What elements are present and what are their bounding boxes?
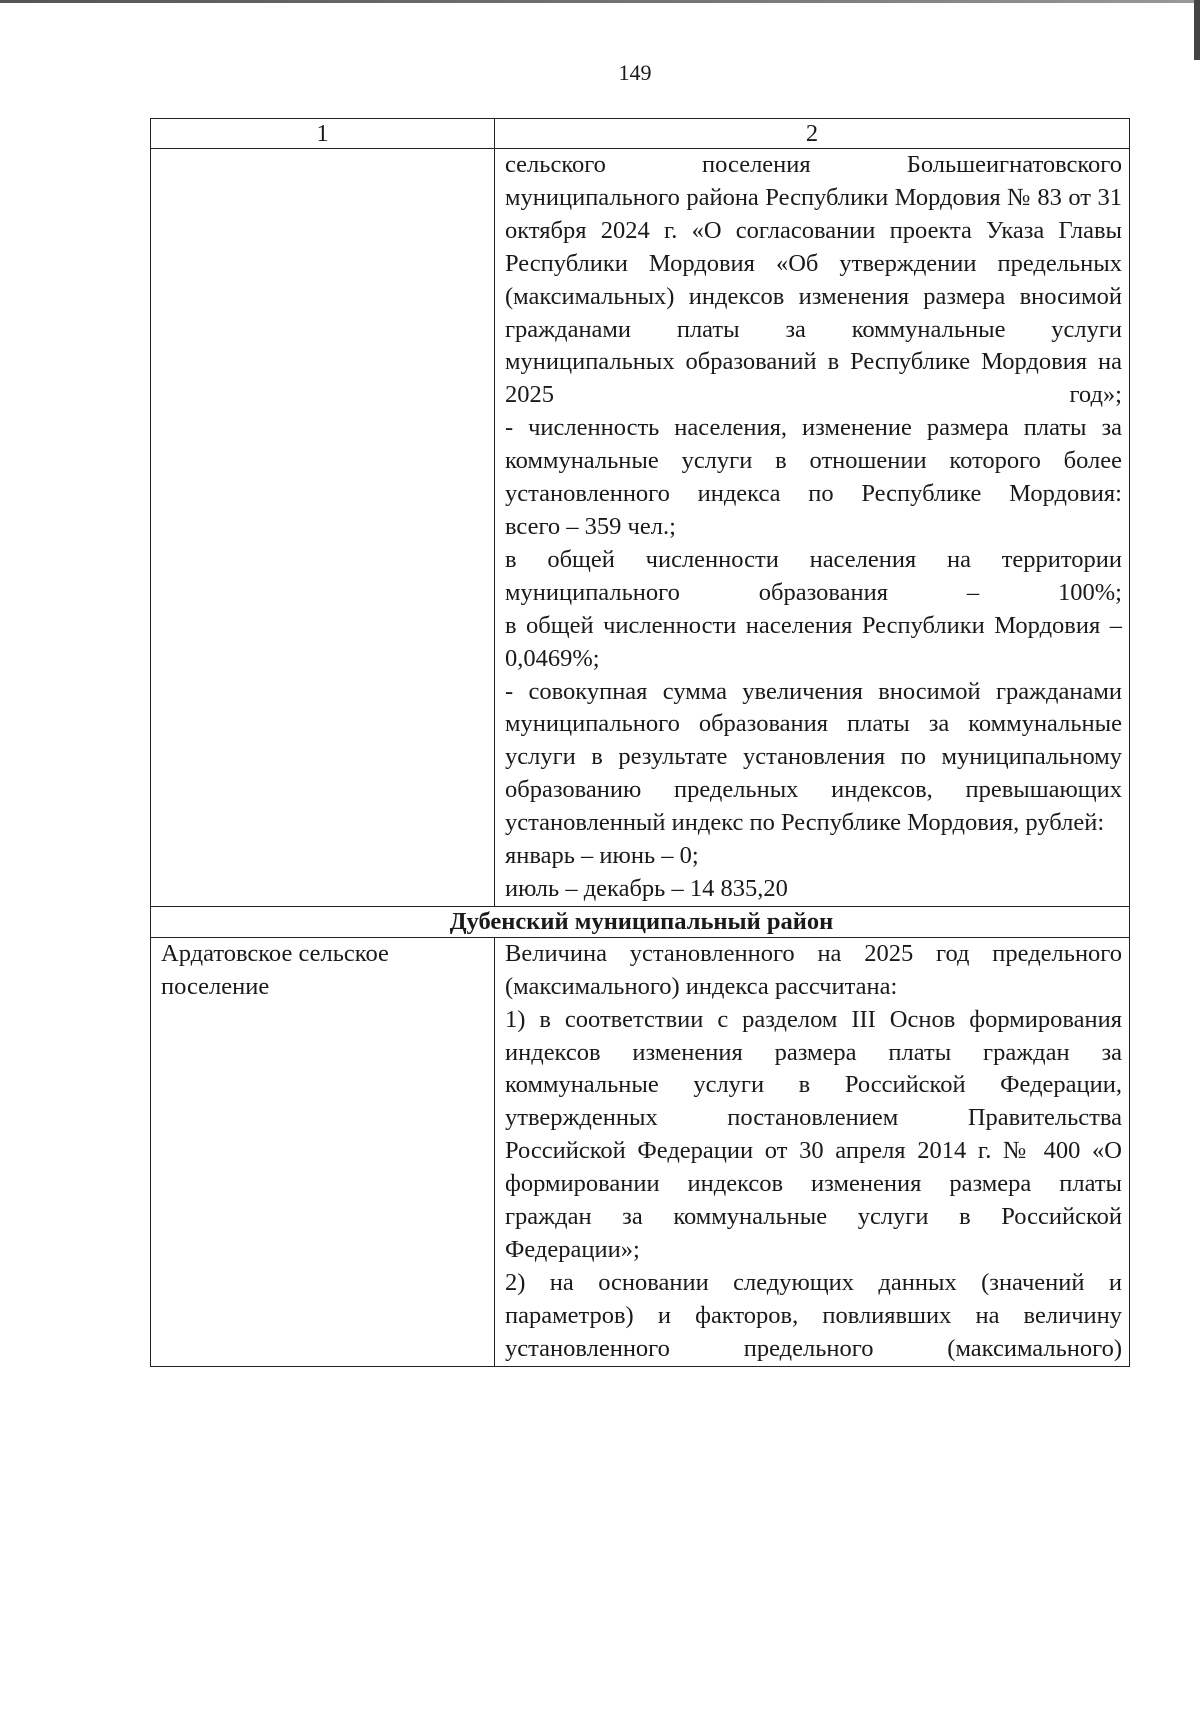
section-title: Дубенский муниципальный район [151,906,1130,937]
municipality-name: Ардатовское сельское поселение [161,939,389,1000]
section-row [151,906,1130,937]
column-number-row [151,119,1130,149]
column-number-1: 1 [151,119,495,149]
page-number: 149 [618,60,652,85]
document-table [150,118,1130,1367]
municipality-cell [151,937,495,1366]
description-cell [495,149,1130,907]
paragraph: всего – 359 чел.; [505,512,676,540]
description-cell [495,937,1130,1366]
paragraph: 2) на основании следующих данных (значений и параметров) и факторов, повлиявших на величину установленного предельного (максимального) [505,1268,1122,1362]
paragraph: Величина установленного на 2025 год предельного (максимального) индекса рассчитана: [505,939,1122,1000]
table-row [151,149,1130,907]
scan-edge-top [0,0,1200,3]
column-number-2: 2 [495,119,1130,149]
paragraph: 1) в соответствии с разделом III Основ формирования индексов изменения размера платы граждан за коммунальные услуги в Российской Федерации, утвержденных постановлением Правительства Российской Федерации от 30 апреля 2014 г. № 400 «О формировании индексов изменения размера платы граждан за коммунальные услуги в Российской Федерации»; [505,1005,1122,1263]
paragraph: июль – декабрь – 14 835,20 [505,874,788,902]
paragraph: - численность населения, изменение размера платы за коммунальные услуги в отношении которого более установленного индекса по Республике Мордовия: [505,414,1122,508]
paragraph: в общей численности населения Республики Мордовия – 0,0469%; [505,611,1122,672]
paragraph: в общей численности населения на территории муниципального образования – 100%; [505,545,1122,606]
table-row [151,937,1130,1366]
scan-edge-right [1194,0,1200,60]
paragraph: январь – июнь – 0; [505,842,699,870]
paragraph: сельского поселения Большеигнатовского муниципального района Республики Мордовия № 83 от 31 октября 2024 г. «О согласовании проекта Указа Главы Республики Мордовия «Об утверждении предельных (максимальных) индексов изменения размера вносимой гражданами платы за коммунальные услуги муниципальных образований в Республике Мордовия на 2025 год»; [505,151,1122,409]
paragraph: - совокупная сумма увеличения вносимой гражданами муниципального образования платы за коммунальные услуги в результате установления по муниципальному образованию предельных индексов, превышающих установленный индекс по Республике Мордовия, рублей: [505,677,1122,837]
municipality-cell [151,149,495,907]
